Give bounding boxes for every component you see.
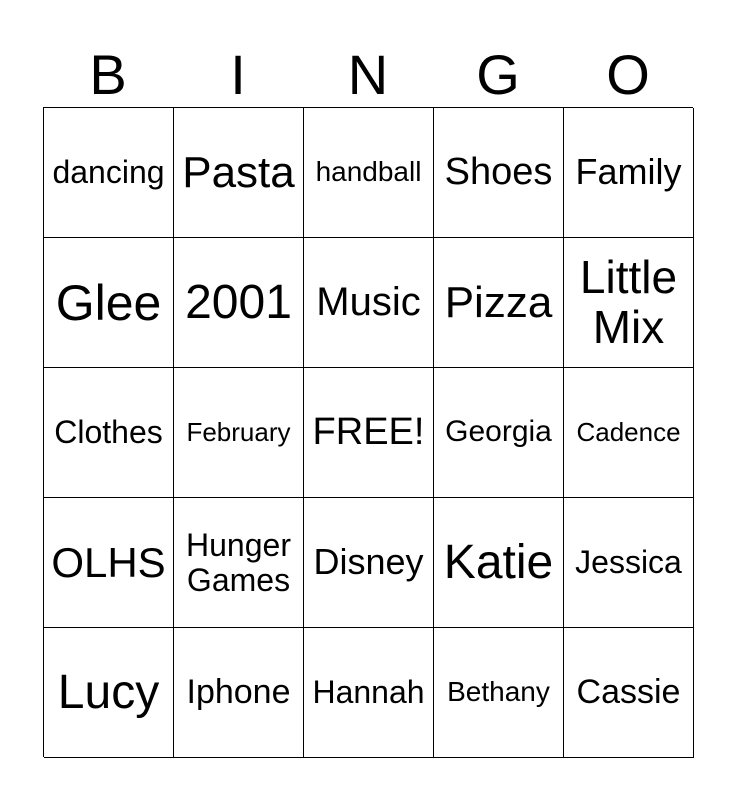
bingo-cell[interactable] (44, 108, 174, 238)
bingo-cell[interactable] (304, 368, 434, 498)
cell-label: Little Mix (579, 250, 678, 353)
bingo-cell[interactable] (174, 238, 304, 368)
cell-label: Disney (313, 541, 424, 583)
bingo-cell[interactable] (174, 498, 304, 628)
cell-label: Clothes (54, 414, 163, 451)
cell-label: Pizza (444, 277, 553, 327)
cell-label: Hunger Games (186, 526, 291, 598)
bingo-cell[interactable] (44, 628, 174, 758)
bingo-cell[interactable] (174, 628, 304, 758)
bingo-cell[interactable] (564, 628, 694, 758)
header-letter-i: I (230, 43, 246, 106)
header-letter-g: G (476, 43, 520, 106)
cell-label: Cassie (576, 673, 681, 712)
bingo-cell[interactable] (44, 368, 174, 498)
cell-label: 2001 (185, 275, 292, 329)
cell-label: Bethany (447, 676, 550, 708)
bingo-cell[interactable] (434, 238, 564, 368)
cell-label: Shoes (444, 150, 553, 193)
bingo-header (43, 44, 693, 106)
bingo-cell[interactable] (434, 368, 564, 498)
bingo-cell[interactable] (174, 108, 304, 238)
bingo-cell[interactable] (434, 498, 564, 628)
bingo-cell[interactable] (304, 108, 434, 238)
header-letter-b: B (89, 43, 127, 106)
cell-label: FREE! (312, 410, 425, 453)
bingo-board (43, 107, 693, 757)
cell-label: Jessica (575, 544, 682, 581)
bingo-cell[interactable] (304, 628, 434, 758)
cell-label: Music (316, 279, 421, 324)
bingo-cell[interactable] (564, 368, 694, 498)
cell-label: Katie (443, 535, 554, 589)
bingo-cell[interactable] (564, 108, 694, 238)
cell-label: Hannah (312, 674, 425, 711)
bingo-cell[interactable] (44, 238, 174, 368)
cell-label: Iphone (186, 673, 291, 712)
bingo-cell[interactable] (304, 238, 434, 368)
bingo-cell[interactable] (434, 108, 564, 238)
bingo-cell[interactable] (174, 368, 304, 498)
bingo-cell[interactable] (44, 498, 174, 628)
cell-label: Lucy (57, 665, 160, 719)
cell-label: handball (315, 156, 422, 188)
cell-label: Family (575, 151, 682, 193)
bingo-cell[interactable] (434, 628, 564, 758)
cell-label: Cadence (576, 417, 681, 448)
bingo-cell[interactable] (564, 498, 694, 628)
cell-label: Georgia (445, 415, 552, 449)
cell-label: February (186, 417, 291, 448)
bingo-cell[interactable] (564, 238, 694, 368)
cell-label: Glee (55, 274, 162, 331)
header-letter-n: N (347, 43, 389, 106)
cell-label: dancing (52, 154, 165, 191)
cell-label: OLHS (51, 538, 166, 586)
bingo-cell[interactable] (304, 498, 434, 628)
header-letter-o: O (606, 43, 650, 106)
cell-label: Pasta (182, 147, 295, 197)
